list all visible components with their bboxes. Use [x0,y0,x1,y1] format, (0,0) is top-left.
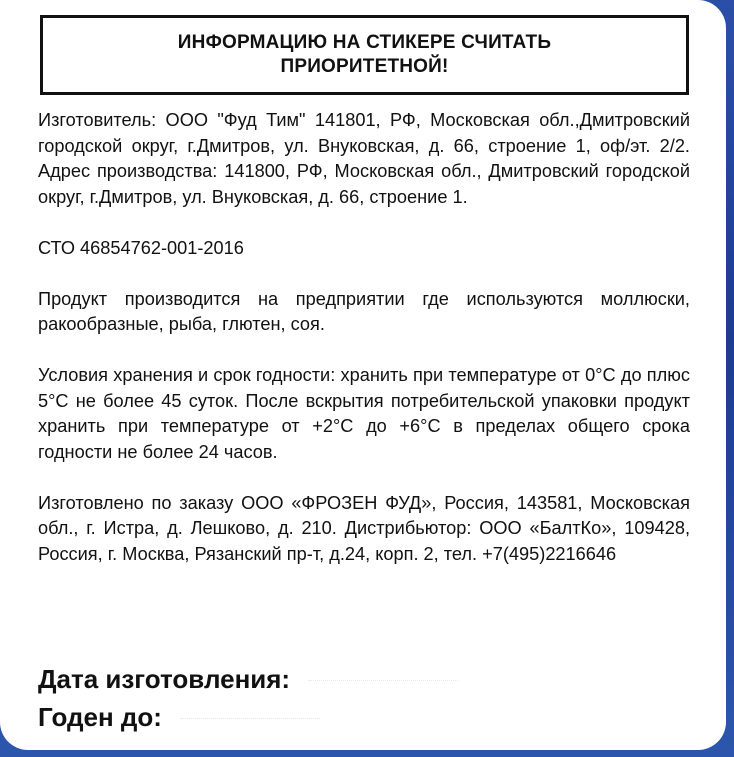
expiry-date-row [38,698,690,736]
priority-warning-text: ИНФОРМАЦИЮ НА СТИКЕРЕ СЧИТАТЬ ПРИОРИТЕТНОЙ! [177,32,552,77]
expiry-date-label: Годен до: [38,702,162,732]
manufacture-date-row [38,660,690,698]
priority-warning-box [40,15,689,95]
manufacture-date-label: Дата изготовления: [38,664,291,694]
allergen-info: Продукт производится на предприятии где используются моллюски, ракообразные, рыба, глютен, соя. [38,288,690,334]
storage-conditions: Условия хранения и срок годности: хранить при температуре от 0°С до плюс 5°С не более 45 суток. После вскрытия потребительской упаковки продукт хранить при температуре от +2°С до +6°С в пределах общего срока годности не более 24 часов. [38,365,690,462]
expiry-date-blank [180,716,320,719]
manufacture-date-blank [308,678,458,681]
manufacturer-info: Изготовитель: ООО "Фуд Тим" 141801, РФ, Московская обл.,Дмитровский городской округ, г.Дмитров, ул. Внуковская, д. 66, строение 1, оф/эт. 2/2. Адрес производства: 141800, РФ, Московская обл., Дмитровский городской округ, г.Дмитров, ул. Внуковская, д. 66, строение 1. [38,110,690,207]
label-body [38,108,690,593]
standard-code: СТО 46854762-001-2016 [38,237,244,258]
ordered-by-info: Изготовлено по заказу ООО «ФРОЗЕН ФУД», Россия, 143581, Московская обл., г. Истра, д. Лешково, д. 210. Дистрибьютор: ООО «БалтКо», 109428, Россия, г. Москва, Рязанский пр-т, д.24, корп. 2, тел. +7(495)2216646 [38,492,690,564]
dates-section [38,660,690,736]
